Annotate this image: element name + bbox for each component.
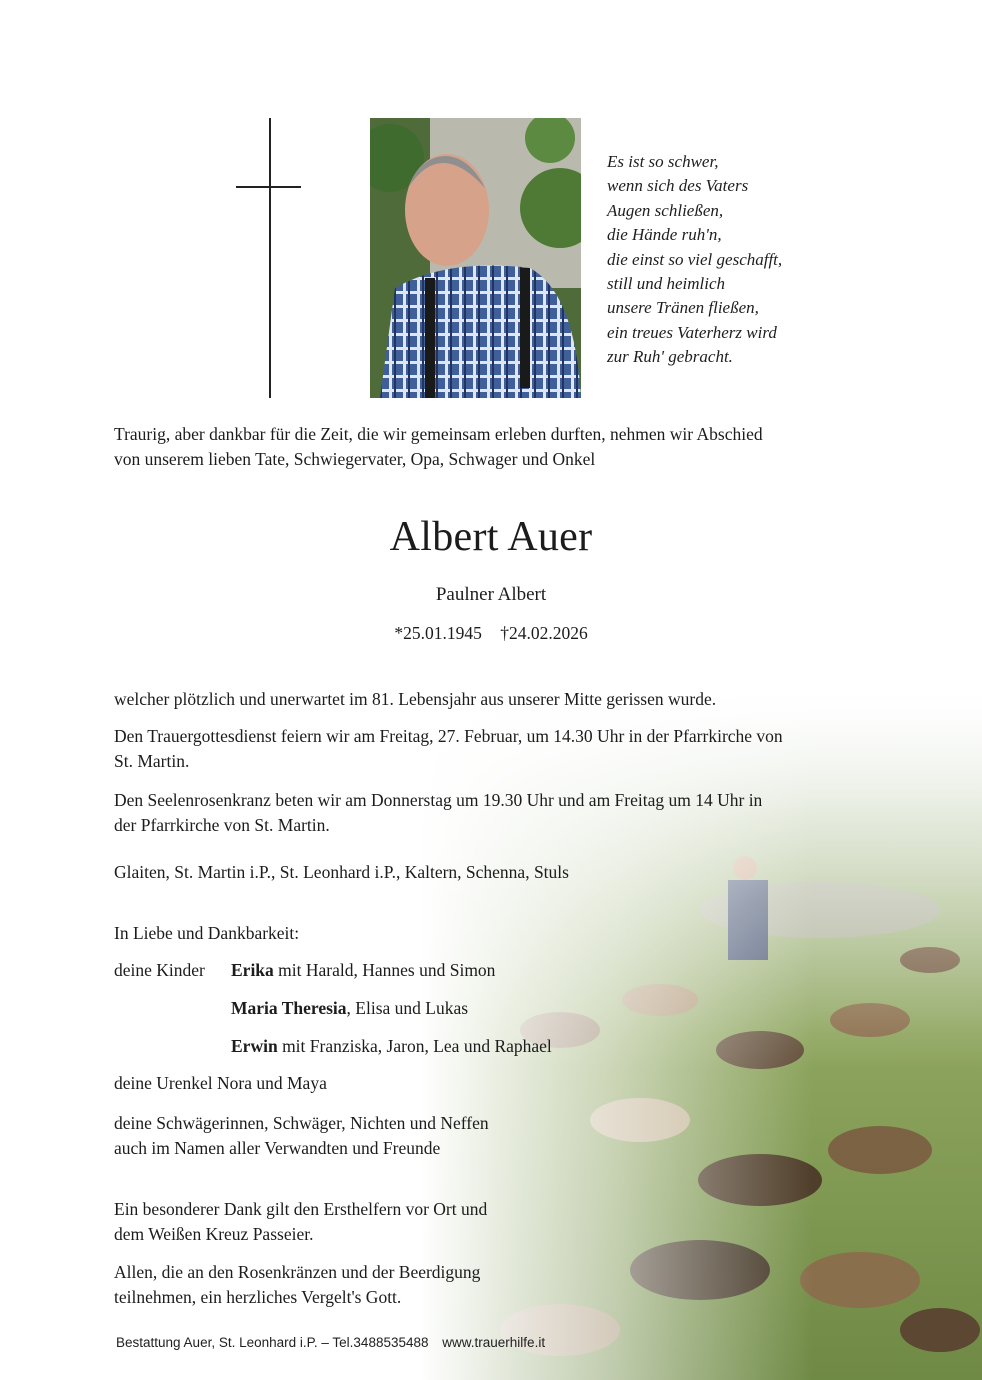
gratitude-text [114, 1260, 480, 1310]
footer [116, 1335, 545, 1350]
passing-text: welcher plötzlich und unerwartet im 81. Lebensjahr aus unserer Mitte gerissen wurde. [114, 689, 717, 709]
child-entry [231, 960, 495, 981]
poem-line: zur Ruh' gebracht. [607, 347, 733, 367]
poem-line: Es ist so schwer, [607, 152, 719, 171]
footer-website[interactable]: www.trauerhilfe.it [442, 1335, 546, 1350]
gratitude-line: Allen, die an den Rosenkränzen und der Beerdigung [114, 1262, 481, 1282]
poem-line: wenn sich des Vaters [607, 176, 749, 196]
rosary-line: der Pfarrkirche von St. Martin. [114, 815, 330, 835]
child-entry [231, 998, 468, 1019]
service-text [114, 724, 874, 774]
thanks-line: Ein besonderer Dank gilt den Ersthelfern vor Ort und [114, 1199, 488, 1219]
poem [607, 150, 782, 370]
footer-company: Bestattung Auer, St. Leonhard i.P. – Tel.3488535488 [116, 1335, 429, 1350]
birth-date: *25.01.1945 [394, 623, 482, 643]
service-line: St. Martin. [114, 751, 190, 771]
poem-line: still und heimlich [607, 274, 726, 294]
child-entry [231, 1036, 552, 1057]
intro-line: von unserem lieben Tate, Schwiegervater, Opa, Schwager und Onkel [114, 449, 596, 469]
poem-line: ein treues Vaterherz wird [607, 322, 777, 342]
cross-vertical [269, 118, 271, 398]
gratitude-line: teilnehmen, ein herzliches Vergelt's Gott. [114, 1287, 402, 1307]
child-name: Erika [231, 960, 274, 980]
rosary-text [114, 788, 874, 838]
poem-line: die einst so viel geschafft, [607, 249, 783, 269]
inlaws-text [114, 1111, 489, 1161]
deceased-name: Albert Auer [389, 514, 593, 560]
poem-line: die Hände ruh'n, [607, 225, 722, 245]
deceased-alias: Paulner Albert [435, 584, 547, 605]
life-dates [0, 623, 982, 644]
poem-line: Augen schließen, [607, 200, 724, 220]
death-date: †24.02.2026 [500, 623, 588, 643]
intro-line: Traurig, aber dankbar für die Zeit, die wir gemeinsam erleben durften, nehmen wir Abschied [114, 424, 763, 444]
child-name: Erwin [231, 1036, 278, 1056]
child-name: Maria Theresia [231, 998, 347, 1018]
inlaws-line: auch im Namen aller Verwandten und Freunde [114, 1138, 441, 1158]
portrait-photo [370, 118, 581, 398]
poem-line: unsere Tränen fließen, [607, 298, 759, 318]
children-label: deine Kinder [114, 960, 205, 980]
intro-text [114, 422, 874, 472]
thanks-line: dem Weißen Kreuz Passeier. [114, 1224, 314, 1244]
great-grandchildren: deine Urenkel Nora und Maya [114, 1073, 327, 1093]
places-text: Glaiten, St. Martin i.P., St. Leonhard i.P., Kaltern, Schenna, Stuls [114, 862, 569, 882]
inlaws-line: deine Schwägerinnen, Schwäger, Nichten und Neffen [114, 1113, 489, 1133]
family-heading: In Liebe und Dankbarkeit: [114, 923, 300, 943]
cross-horizontal [236, 186, 301, 188]
service-line: Den Trauergottesdienst feiern wir am Freitag, 27. Februar, um 14.30 Uhr in der Pfarrkirche von [114, 726, 783, 746]
rosary-line: Den Seelenrosenkranz beten wir am Donnerstag um 19.30 Uhr und am Freitag um 14 Uhr in [114, 790, 763, 810]
child-family: , Elisa und Lukas [346, 998, 469, 1018]
child-family: mit Harald, Hannes und Simon [273, 960, 496, 980]
thanks-text [114, 1197, 487, 1247]
child-family: mit Franziska, Jaron, Lea und Raphael [277, 1036, 552, 1056]
